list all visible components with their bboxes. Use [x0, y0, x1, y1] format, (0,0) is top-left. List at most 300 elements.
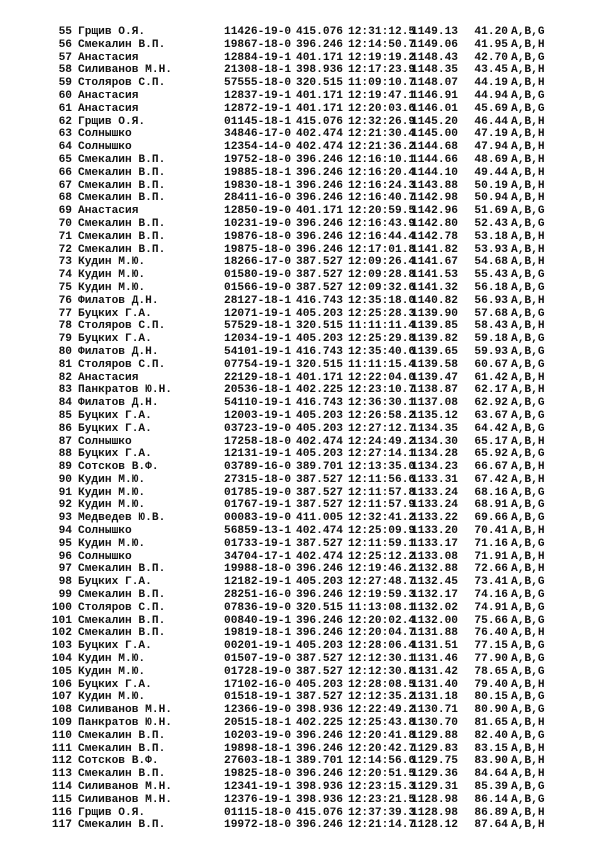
arrival-time: 12:26:58.2 [348, 409, 416, 422]
distance-value: 401.171 [296, 205, 343, 218]
owner-name: Буцких Г.А. [78, 640, 152, 653]
ring-code: 22129-18-1 [224, 371, 292, 384]
row-number: 103 [51, 640, 72, 653]
row-number: 68 [58, 192, 72, 205]
table-row [0, 615, 600, 628]
arrival-time: 12:32:26.9 [348, 115, 416, 128]
arrival-time: 12:20:03.6 [348, 102, 416, 115]
arrival-time: 12:16:44.4 [348, 230, 416, 243]
owner-name: Анастасия [78, 51, 139, 64]
coefficient-value: 53.18 [474, 230, 508, 243]
owner-name: Смекалин В.П. [78, 192, 166, 205]
speed-value: 1144.10 [411, 166, 458, 179]
arrival-time: 12:35:40.6 [348, 345, 416, 358]
row-number: 63 [58, 128, 72, 141]
speed-value: 1131.42 [411, 665, 458, 678]
speed-value: 1148.43 [411, 51, 458, 64]
table-row [0, 551, 600, 564]
speed-value: 1128.98 [411, 793, 458, 806]
category-tags: A,B,G [511, 614, 545, 627]
distance-value: 396.246 [296, 243, 343, 256]
arrival-time: 12:14:50.7 [348, 38, 416, 51]
table-row [0, 52, 600, 65]
table-row [0, 39, 600, 52]
coefficient-value: 46.44 [474, 115, 508, 128]
arrival-time: 11:09:10.7 [348, 77, 416, 90]
owner-name: Кудин М.Ю. [78, 281, 146, 294]
table-row [0, 308, 600, 321]
speed-value: 1146.91 [411, 89, 458, 102]
arrival-time: 12:13:35.0 [348, 461, 416, 474]
table-row [0, 295, 600, 308]
arrival-time: 12:12:35.2 [348, 691, 416, 704]
distance-value: 389.701 [296, 461, 343, 474]
row-number: 78 [58, 320, 72, 333]
ring-code: 19867-18-0 [224, 38, 292, 51]
owner-name: Буцких Г.А. [78, 422, 152, 435]
arrival-time: 12:09:26.4 [348, 256, 416, 269]
arrival-time: 12:16:43.9 [348, 217, 416, 230]
row-number: 100 [51, 601, 72, 614]
coefficient-value: 55.43 [474, 269, 508, 282]
arrival-time: 12:27:48.7 [348, 576, 416, 589]
owner-name: Буцких Г.А. [78, 333, 152, 346]
arrival-time: 12:19:59.3 [348, 589, 416, 602]
category-tags: A,B,G [511, 26, 545, 38]
owner-name: Грщив О.Я. [78, 26, 146, 38]
category-tags: A,B,G [511, 422, 545, 435]
distance-value: 387.527 [296, 691, 343, 704]
owner-name: Грщив О.Я. [78, 806, 146, 819]
category-tags: A,B,H [511, 461, 545, 474]
distance-value: 405.203 [296, 333, 343, 346]
row-number: 97 [58, 563, 72, 576]
speed-value: 1148.35 [411, 64, 458, 77]
speed-value: 1133.08 [411, 550, 458, 563]
speed-value: 1140.82 [411, 294, 458, 307]
ring-code: 03789-16-0 [224, 461, 292, 474]
arrival-time: 12:25:28.3 [348, 307, 416, 320]
table-row [0, 346, 600, 359]
row-number: 90 [58, 473, 72, 486]
coefficient-value: 77.15 [474, 640, 508, 653]
distance-value: 405.203 [296, 576, 343, 589]
arrival-time: 12:23:21.5 [348, 793, 416, 806]
ring-code: 34704-17-1 [224, 550, 292, 563]
distance-value: 405.203 [296, 678, 343, 691]
row-number: 113 [51, 768, 72, 781]
table-row [0, 141, 600, 154]
coefficient-value: 85.39 [474, 781, 508, 794]
row-number: 95 [58, 537, 72, 550]
arrival-time: 12:20:41.8 [348, 729, 416, 742]
category-tags: A,B,H [511, 115, 545, 128]
ring-code: 11426-19-0 [224, 26, 292, 38]
speed-value: 1144.66 [411, 153, 458, 166]
ring-code: 19898-18-1 [224, 742, 292, 755]
ring-code: 57555-18-0 [224, 77, 292, 90]
coefficient-value: 56.18 [474, 281, 508, 294]
ring-code: 19988-18-0 [224, 563, 292, 576]
category-tags: A,B,G [511, 333, 545, 346]
owner-name: Столяров С.П. [78, 320, 166, 333]
owner-name: Смекалин В.П. [78, 153, 166, 166]
distance-value: 396.246 [296, 627, 343, 640]
distance-value: 396.246 [296, 179, 343, 192]
arrival-time: 12:17:23.9 [348, 64, 416, 77]
category-tags: A,B,G [511, 89, 545, 102]
arrival-time: 12:36:30.1 [348, 397, 416, 410]
owner-name: Солнышко [78, 550, 132, 563]
distance-value: 320.515 [296, 358, 343, 371]
row-number: 56 [58, 38, 72, 51]
row-number: 84 [58, 397, 72, 410]
ring-code: 12837-19-1 [224, 89, 292, 102]
ring-code: 28411-16-0 [224, 192, 292, 205]
category-tags: A,B,G [511, 793, 545, 806]
row-number: 76 [58, 294, 72, 307]
coefficient-value: 71.91 [474, 550, 508, 563]
row-number: 98 [58, 576, 72, 589]
arrival-time: 12:14:56.6 [348, 755, 416, 768]
speed-value: 1148.07 [411, 77, 458, 90]
coefficient-value: 54.68 [474, 256, 508, 269]
arrival-time: 12:16:20.4 [348, 166, 416, 179]
ring-code: 54101-19-1 [224, 345, 292, 358]
ring-code: 12034-19-1 [224, 333, 292, 346]
owner-name: Силиванов М.Н. [78, 64, 172, 77]
category-tags: A,B,G [511, 345, 545, 358]
table-row [0, 397, 600, 410]
distance-value: 396.246 [296, 589, 343, 602]
category-tags: A,B,H [511, 230, 545, 243]
arrival-time: 12:19:19.2 [348, 51, 416, 64]
row-number: 88 [58, 448, 72, 461]
distance-value: 396.246 [296, 153, 343, 166]
row-number: 77 [58, 307, 72, 320]
coefficient-value: 64.42 [474, 422, 508, 435]
row-number: 70 [58, 217, 72, 230]
arrival-time: 12:12:30.1 [348, 653, 416, 666]
coefficient-value: 65.17 [474, 435, 508, 448]
coefficient-value: 87.64 [474, 819, 508, 832]
ring-code: 00083-19-0 [224, 512, 292, 525]
speed-value: 1129.36 [411, 768, 458, 781]
category-tags: A,B,H [511, 525, 545, 538]
coefficient-value: 70.41 [474, 525, 508, 538]
arrival-time: 11:11:11.4 [348, 320, 416, 333]
speed-value: 1131.40 [411, 678, 458, 691]
arrival-time: 12:17:01.8 [348, 243, 416, 256]
arrival-time: 12:19:46.2 [348, 563, 416, 576]
owner-name: Смекалин В.П. [78, 230, 166, 243]
coefficient-value: 68.91 [474, 499, 508, 512]
table-row [0, 90, 600, 103]
category-tags: A,B,H [511, 384, 545, 397]
speed-value: 1145.00 [411, 128, 458, 141]
table-row [0, 563, 600, 576]
distance-value: 398.936 [296, 793, 343, 806]
category-tags: A,B,G [511, 217, 545, 230]
ring-code: 12071-19-1 [224, 307, 292, 320]
arrival-time: 12:16:24.3 [348, 179, 416, 192]
coefficient-value: 65.92 [474, 448, 508, 461]
owner-name: Буцких Г.А. [78, 576, 152, 589]
ring-code: 19830-18-1 [224, 179, 292, 192]
distance-value: 401.171 [296, 51, 343, 64]
row-number: 71 [58, 230, 72, 243]
row-number: 85 [58, 409, 72, 422]
table-row [0, 26, 600, 39]
row-number: 114 [51, 781, 72, 794]
speed-value: 1131.46 [411, 653, 458, 666]
arrival-time: 12:20:04.7 [348, 627, 416, 640]
row-number: 74 [58, 269, 72, 282]
category-tags: A,B,H [511, 179, 545, 192]
ring-code: 01507-19-0 [224, 653, 292, 666]
distance-value: 387.527 [296, 537, 343, 550]
speed-value: 1139.82 [411, 333, 458, 346]
table-row [0, 167, 600, 180]
coefficient-value: 47.94 [474, 141, 508, 154]
owner-name: Анастасия [78, 89, 139, 102]
row-number: 58 [58, 64, 72, 77]
speed-value: 1132.00 [411, 614, 458, 627]
arrival-time: 12:27:14.1 [348, 448, 416, 461]
speed-value: 1142.80 [411, 217, 458, 230]
distance-value: 396.246 [296, 742, 343, 755]
distance-value: 402.474 [296, 550, 343, 563]
distance-value: 402.474 [296, 435, 343, 448]
owner-name: Кудин М.Ю. [78, 691, 146, 704]
distance-value: 320.515 [296, 320, 343, 333]
coefficient-value: 43.45 [474, 64, 508, 77]
distance-value: 401.171 [296, 89, 343, 102]
coefficient-value: 79.40 [474, 678, 508, 691]
arrival-time: 12:23:10.7 [348, 384, 416, 397]
table-row [0, 474, 600, 487]
category-tags: A,B,G [511, 691, 545, 704]
owner-name: Смекалин В.П. [78, 768, 166, 781]
row-number: 92 [58, 499, 72, 512]
distance-value: 387.527 [296, 499, 343, 512]
table-row [0, 423, 600, 436]
category-tags: A,B,H [511, 38, 545, 51]
coefficient-value: 53.93 [474, 243, 508, 256]
ring-code: 12182-19-1 [224, 576, 292, 589]
owner-name: Кудин М.Ю. [78, 499, 146, 512]
category-tags: A,B,H [511, 243, 545, 256]
ring-code: 03723-19-0 [224, 422, 292, 435]
speed-value: 1133.24 [411, 499, 458, 512]
owner-name: Смекалин В.П. [78, 627, 166, 640]
row-number: 73 [58, 256, 72, 269]
arrival-time: 12:22:49.2 [348, 704, 416, 717]
distance-value: 405.203 [296, 409, 343, 422]
row-number: 110 [51, 729, 72, 742]
table-row [0, 627, 600, 640]
owner-name: Смекалин В.П. [78, 243, 166, 256]
distance-value: 401.171 [296, 371, 343, 384]
coefficient-value: 80.90 [474, 704, 508, 717]
table-row [0, 755, 600, 768]
table-row [0, 653, 600, 666]
category-tags: A,B,H [511, 627, 545, 640]
coefficient-value: 73.41 [474, 576, 508, 589]
coefficient-value: 42.70 [474, 51, 508, 64]
table-row [0, 704, 600, 717]
owner-name: Сотсков В.Ф. [78, 461, 159, 474]
table-row [0, 717, 600, 730]
category-tags: A,B,G [511, 729, 545, 742]
table-row [0, 218, 600, 231]
table-row [0, 691, 600, 704]
speed-value: 1141.82 [411, 243, 458, 256]
arrival-time: 12:32:41.2 [348, 512, 416, 525]
distance-value: 396.246 [296, 230, 343, 243]
category-tags: A,B,H [511, 563, 545, 576]
row-number: 102 [51, 627, 72, 640]
owner-name: Филатов Д.Н. [78, 294, 159, 307]
distance-value: 398.936 [296, 781, 343, 794]
row-number: 106 [51, 678, 72, 691]
table-row [0, 448, 600, 461]
ring-code: 12884-19-1 [224, 51, 292, 64]
coefficient-value: 80.15 [474, 691, 508, 704]
table-row [0, 64, 600, 77]
speed-value: 1141.67 [411, 256, 458, 269]
distance-value: 396.246 [296, 217, 343, 230]
distance-value: 387.527 [296, 256, 343, 269]
table-row [0, 436, 600, 449]
category-tags: A,B,G [511, 704, 545, 717]
speed-value: 1146.01 [411, 102, 458, 115]
category-tags: A,B,G [511, 576, 545, 589]
owner-name: Анастасия [78, 205, 139, 218]
category-tags: A,B,H [511, 550, 545, 563]
arrival-time: 12:12:30.8 [348, 665, 416, 678]
row-number: 83 [58, 384, 72, 397]
table-row [0, 410, 600, 423]
distance-value: 396.246 [296, 563, 343, 576]
ring-code: 01145-18-1 [224, 115, 292, 128]
speed-value: 1137.08 [411, 397, 458, 410]
table-row [0, 640, 600, 653]
row-number: 61 [58, 102, 72, 115]
arrival-time: 12:23:15.3 [348, 781, 416, 794]
distance-value: 387.527 [296, 281, 343, 294]
category-tags: A,B,G [511, 781, 545, 794]
ring-code: 00201-19-1 [224, 640, 292, 653]
speed-value: 1141.32 [411, 281, 458, 294]
table-row [0, 525, 600, 538]
ring-code: 01733-19-1 [224, 537, 292, 550]
category-tags: A,B,G [511, 601, 545, 614]
speed-value: 1130.70 [411, 717, 458, 730]
row-number: 62 [58, 115, 72, 128]
row-number: 82 [58, 371, 72, 384]
category-tags: A,B,G [511, 512, 545, 525]
coefficient-value: 48.69 [474, 153, 508, 166]
distance-value: 402.474 [296, 128, 343, 141]
coefficient-value: 41.95 [474, 38, 508, 51]
category-tags: A,B,G [511, 51, 545, 64]
speed-value: 1139.47 [411, 371, 458, 384]
speed-value: 1134.35 [411, 422, 458, 435]
row-number: 59 [58, 77, 72, 90]
arrival-time: 12:20:51.5 [348, 768, 416, 781]
owner-name: Солнышко [78, 435, 132, 448]
coefficient-value: 45.69 [474, 102, 508, 115]
distance-value: 396.246 [296, 729, 343, 742]
row-number: 66 [58, 166, 72, 179]
category-tags: A,B,G [511, 307, 545, 320]
owner-name: Солнышко [78, 525, 132, 538]
category-tags: A,B,H [511, 256, 545, 269]
distance-value: 396.246 [296, 192, 343, 205]
coefficient-value: 63.67 [474, 409, 508, 422]
owner-name: Кудин М.Ю. [78, 486, 146, 499]
row-number: 116 [51, 806, 72, 819]
owner-name: Панкратов Ю.Н. [78, 717, 172, 730]
ring-code: 07836-19-0 [224, 601, 292, 614]
distance-value: 396.246 [296, 614, 343, 627]
coefficient-value: 41.20 [474, 26, 508, 38]
owner-name: Грщив О.Я. [78, 115, 146, 128]
ring-code: 17258-18-0 [224, 435, 292, 448]
ring-code: 01115-18-0 [224, 806, 292, 819]
owner-name: Кудин М.Ю. [78, 256, 146, 269]
table-row [0, 819, 600, 832]
coefficient-value: 77.90 [474, 653, 508, 666]
distance-value: 387.527 [296, 473, 343, 486]
coefficient-value: 61.42 [474, 371, 508, 384]
arrival-time: 11:13:08.1 [348, 601, 416, 614]
arrival-time: 12:25:43.8 [348, 717, 416, 730]
owner-name: Сотсков В.Ф. [78, 755, 159, 768]
row-number: 72 [58, 243, 72, 256]
owner-name: Смекалин В.П. [78, 38, 166, 51]
coefficient-value: 82.40 [474, 729, 508, 742]
distance-value: 396.246 [296, 166, 343, 179]
row-number: 111 [51, 742, 72, 755]
row-number: 57 [58, 51, 72, 64]
speed-value: 1133.20 [411, 525, 458, 538]
ring-code: 10231-19-0 [224, 217, 292, 230]
row-number: 109 [51, 717, 72, 730]
ring-code: 01566-19-0 [224, 281, 292, 294]
arrival-time: 12:25:09.9 [348, 525, 416, 538]
coefficient-value: 49.44 [474, 166, 508, 179]
coefficient-value: 44.19 [474, 77, 508, 90]
table-row [0, 116, 600, 129]
ring-code: 12850-19-0 [224, 205, 292, 218]
speed-value: 1142.96 [411, 205, 458, 218]
speed-value: 1129.83 [411, 742, 458, 755]
distance-value: 398.936 [296, 64, 343, 77]
arrival-time: 12:28:08.5 [348, 678, 416, 691]
arrival-time: 12:20:02.4 [348, 614, 416, 627]
distance-value: 415.076 [296, 806, 343, 819]
category-tags: A,B,H [511, 742, 545, 755]
ring-code: 20515-18-1 [224, 717, 292, 730]
table-row [0, 730, 600, 743]
owner-name: Силиванов М.Н. [78, 704, 172, 717]
coefficient-value: 50.19 [474, 179, 508, 192]
speed-value: 1141.53 [411, 269, 458, 282]
speed-value: 1142.78 [411, 230, 458, 243]
category-tags: A,B,H [511, 192, 545, 205]
